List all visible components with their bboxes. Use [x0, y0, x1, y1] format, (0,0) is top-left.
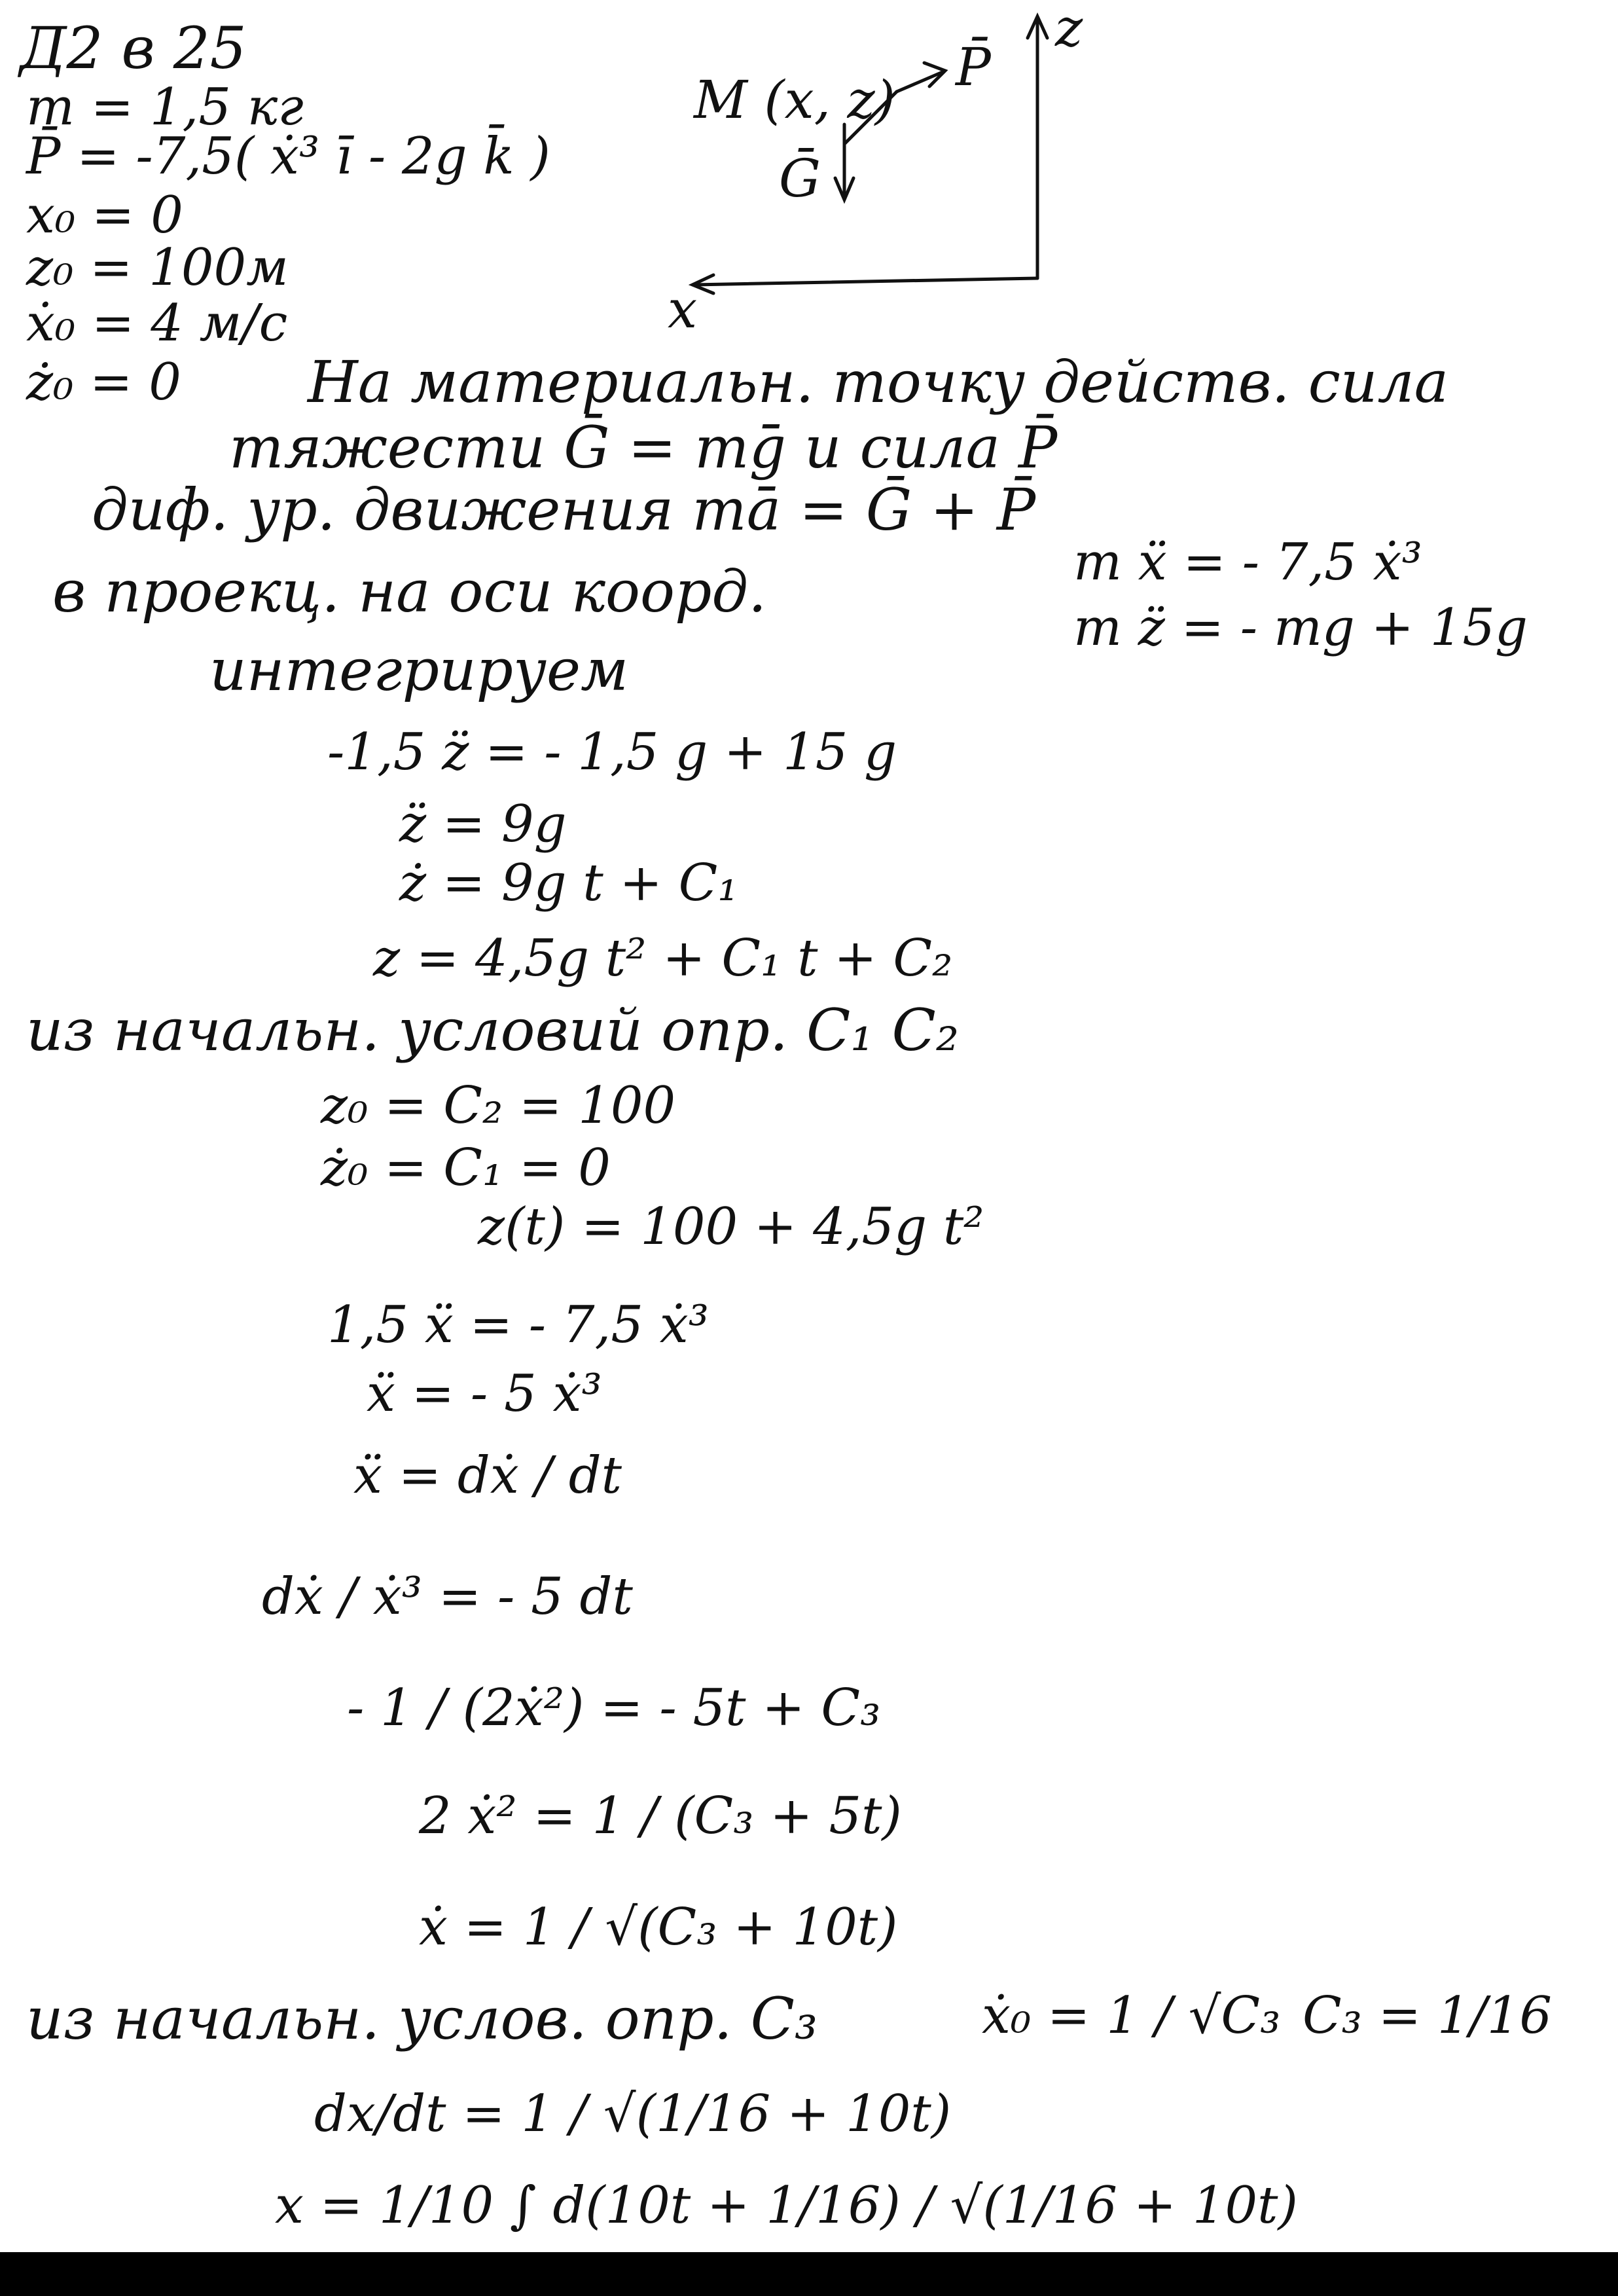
- text-line-4: в проекц. на оси коорд.: [52, 558, 767, 625]
- equation-17: dx/dt = 1 / √(1/16 + 10t): [314, 2085, 952, 2143]
- equation-16: C₃ = 1/16: [1303, 1986, 1553, 2045]
- task-code: Д2 в 25: [20, 14, 247, 82]
- gravity-label: Ḡ: [779, 148, 821, 209]
- given-x0-velocity: ẋ₀ = 4 м/с: [26, 294, 288, 353]
- equation-1: -1,5 z̈ = - 1,5 g + 15 g: [327, 723, 897, 782]
- text-line-3: диф. ур. движения mā = Ḡ + P̄: [92, 476, 1036, 543]
- given-force: P̄ = -7,5( ẋ³ ī - 2g k̄ ): [26, 127, 550, 186]
- equation-10: ẍ = dẋ / dt: [353, 1446, 622, 1505]
- equation-13: 2 ẋ² = 1 / (C₃ + 5t): [419, 1787, 902, 1846]
- system-eq-1: m ẍ = - 7,5 ẋ³: [1073, 533, 1422, 592]
- system-eq-2: m z̈ = - mg + 15g: [1073, 598, 1528, 657]
- equation-18: x = 1/10 ∫ d(10t + 1/16) / √(1/16 + 10t): [275, 2176, 1298, 2235]
- given-x0: x₀ = 0: [26, 186, 183, 245]
- equation-7: z(t) = 100 + 4,5g t²: [478, 1197, 984, 1256]
- text-line-6: из начальн. условий опр. C₁ C₂: [26, 996, 960, 1064]
- equation-14: ẋ = 1 / √(C₃ + 10t): [419, 1898, 898, 1957]
- text-line-2: тяжести Ḡ = mḡ и сила P̄: [229, 414, 1058, 481]
- scan-bottom-edge: [0, 2252, 1618, 2296]
- equation-3: ż = 9g t + C₁: [399, 854, 738, 913]
- text-line-5: интегрируем: [209, 636, 629, 704]
- axis-x-label: x: [668, 279, 698, 340]
- force-label: P̄: [956, 37, 991, 98]
- axis-z-label: z: [1055, 0, 1083, 58]
- given-z0: z₀ = 100м: [26, 238, 289, 297]
- equation-8: 1,5 ẍ = - 7,5 ẋ³: [327, 1296, 710, 1355]
- equation-6: ż₀ = C₁ = 0: [321, 1139, 611, 1197]
- equation-4: z = 4,5g t² + C₁ t + C₂: [373, 929, 953, 988]
- equation-11: dẋ / ẋ³ = - 5 dt: [262, 1567, 633, 1626]
- equation-9: ẍ = - 5 ẋ³: [367, 1364, 602, 1423]
- equation-15: ẋ₀ = 1 / √C₃: [982, 1986, 1281, 2045]
- equation-12: - 1 / (2ẋ²) = - 5t + C₃: [347, 1679, 881, 1738]
- given-mass: m = 1,5 кг: [26, 78, 304, 137]
- force-diagram: [668, 0, 1083, 340]
- text-line-1: На материальн. точку действ. сила: [308, 348, 1449, 416]
- equation-2: z̈ = 9g: [399, 795, 567, 854]
- equation-5: z₀ = C₂ = 100: [321, 1076, 676, 1135]
- given-z0-velocity: ż₀ = 0: [26, 353, 181, 412]
- point-label: M (x, z): [694, 69, 895, 130]
- text-line-7: из начальн. услов. опр. C₃: [26, 1985, 818, 2052]
